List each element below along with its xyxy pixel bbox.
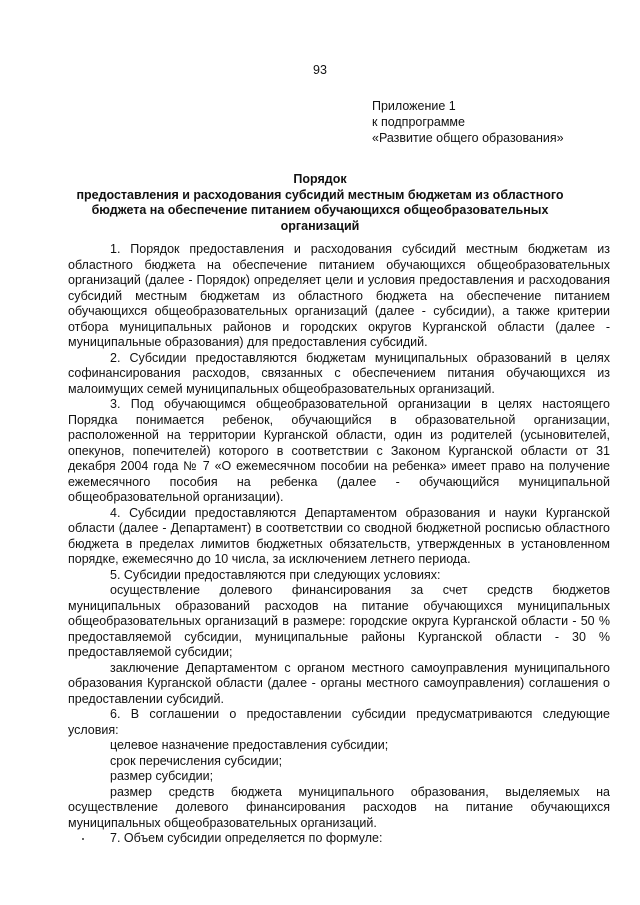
paragraph-4: 4. Субсидии предоставляются Департаментом образования и науки Курганской области (далее - Департамент) в соответствии со сводной бюджетной росписью областного бюджета в пределах лимитов бюджетных обязательств, утвержденных в установленном порядке, ежемесячно до 10 числа, за исключением летнего периода. — [68, 505, 610, 566]
scan-speck — [82, 838, 84, 840]
appendix-heading — [372, 98, 564, 146]
paragraph-1: 1. Порядок предоставления и расходования субсидий местным бюджетам из областного бюджета на обеспечение питанием обучающихся общеобразовательных организаций (далее - Порядок) определяет цели и условия предоставления и расходования субсидий местным бюджетам из областного бюджета на обеспечение питанием обучающихся общеобразовательных организаций (далее - субсидии), а также критерии отбора муниципальных районов и городских округов Курганской области (далее - муниципальные образования) для предоставления субсидий. — [68, 242, 610, 349]
appendix-line-1: Приложение 1 — [372, 99, 456, 113]
paragraph-3: 3. Под обучающимся общеобразовательной организации в целях настоящего Порядка понимается ребенок, обучающийся в образовательной организации, расположенной на территории Курганской области, один из родителей (усыновителей, опекунов, попечителей) которого в соответствии с Законом Курганской области от 31 декабря 2004 года № 7 «О ежемесячном пособии на ребенка» имеет право на получение ежемесячного пособия на ребенка (далее - обучающийся муниципальной общеобразовательной организации). — [68, 397, 610, 504]
paragraph-5-condition-2: заключение Департаментом с органом местного самоуправления муниципального образования Курганской области (далее - органы местного самоуправления) соглашения о предоставлении субсидий. — [68, 660, 610, 706]
appendix-line-3: «Развитие общего образования» — [372, 131, 564, 145]
paragraph-5: 5. Субсидии предоставляются при следующих условиях: — [110, 567, 441, 582]
paragraph-2: 2. Субсидии предоставляются бюджетам муниципальных образований в целях софинансирования расходов, связанных с обеспечением питания обучающихся из малоимущих семей муниципальных общеобразовательных организаций. — [68, 350, 610, 396]
page-number: 93 — [313, 63, 327, 77]
paragraph-6: 6. В соглашении о предоставлении субсидии предусматриваются следующие условия: — [68, 707, 610, 737]
document-title — [70, 172, 570, 234]
document-body — [68, 242, 610, 847]
paragraph-7: 7. Объем субсидии определяется по формуле: — [110, 831, 383, 845]
title-line-2: предоставления и расходования субсидий местным бюджетам из областного бюджета на обеспечение питанием обучающихся общеобразовательных организаций — [76, 187, 564, 233]
paragraph-6-item-2: срок перечисления субсидии; — [110, 753, 283, 768]
paragraph-6-item-4: размер средств бюджета муниципального образования, выделяемых на осуществление долевого финансирования расходов на питание обучающихся муниципальных общеобразовательных организаций. — [68, 784, 610, 830]
title-line-1: Порядок — [293, 172, 347, 186]
appendix-line-2: к подпрограмме — [372, 115, 465, 129]
paragraph-6-item-3: размер субсидии; — [110, 769, 214, 783]
paragraph-6-item-1: целевое назначение предоставления субсидии; — [110, 738, 389, 752]
paragraph-5-condition-1: осуществление долевого финансирования за счет средств бюджетов муниципальных образований расходов на питание обучающихся муниципальных общеобразовательных организаций в размере: городские округа Курганской области - 50 % предоставляемой субсидии, муниципальные районы Курганской области - 30 % предоставляемой субсидии; — [68, 583, 610, 659]
